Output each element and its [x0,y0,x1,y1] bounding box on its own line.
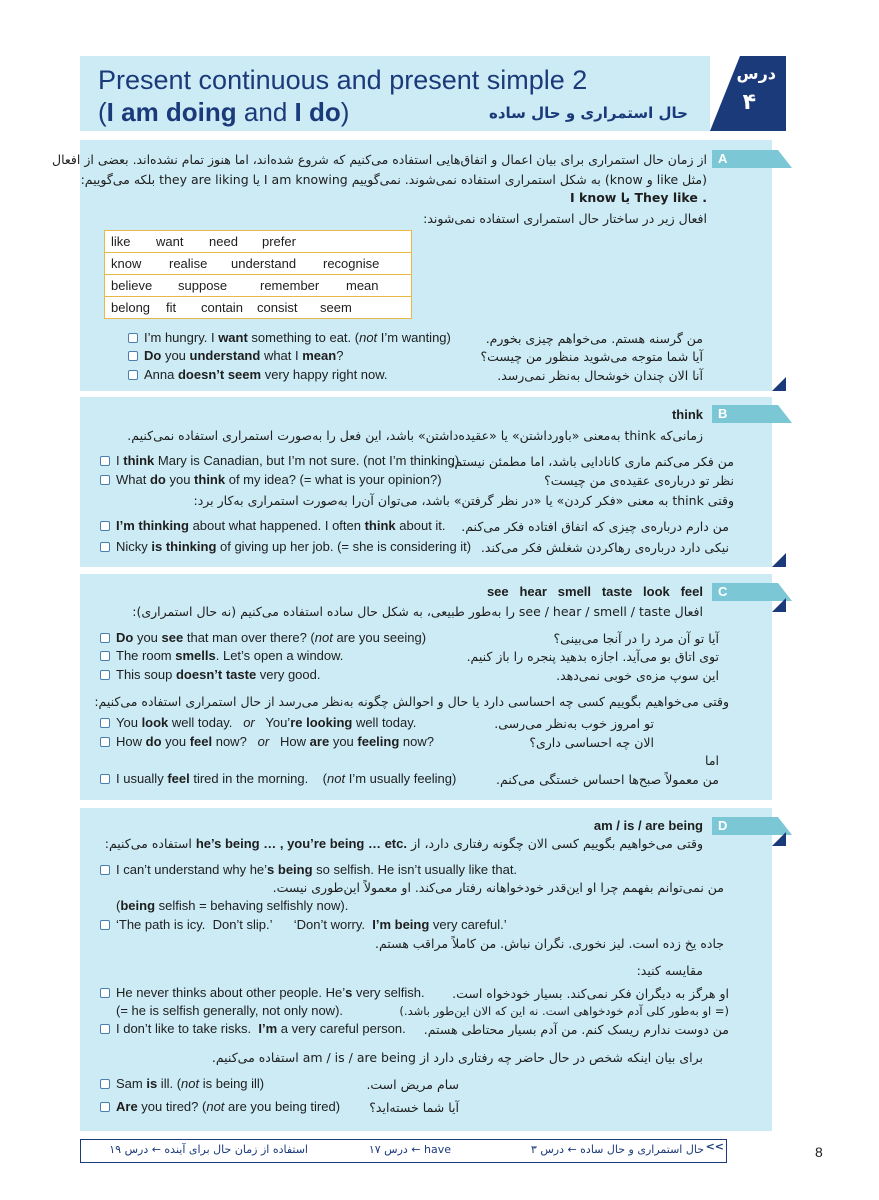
example-a-2-fa: آیا شما متوجه می‌شوید منظور من چیست؟ [480,349,703,364]
example-d-3: He never thinks about other people. He’s very selfish. [100,985,425,1000]
section-c-badge: C [712,583,778,601]
cross-reference-bar [80,1139,727,1163]
checkbox-icon [100,521,110,531]
checkbox-icon [100,651,110,661]
example-c-1-fa: آیا تو آن مرد را در آنجا می‌بینی؟ [553,631,719,646]
checkbox-icon [100,1079,110,1089]
section-d-para-1: وقتی می‌خواهیم بگوییم کسی الان چگونه رفتاری دارد، از he’s being … , you’re being … etc. استفاده می‌کنیم: [104,836,703,851]
checkbox-icon [100,1024,110,1034]
example-c-1: Do you see that man over there? (not are you seeing) [100,630,426,645]
checkbox-icon [128,333,138,343]
example-c-4: You look well today. or You’re looking well today. [100,715,416,730]
example-d-3-note-fa: (= او به‌طور کلی آدم خودخواهی است. نه این که الان این‌طور باشد.) [399,1004,729,1018]
example-d-3-note: (= he is selfish generally, not only now). [116,1003,344,1018]
example-c-6-fa: من معمولاً صبح‌ها احساس خستگی می‌کنم. [496,772,719,787]
section-a-para-1: از زمان حال استمراری برای بیان اعمال و اتفاق‌هایی استفاده می‌کنیم که شروع شده‌اند، اما هنوز تمام نشده‌اند. بعضی از افعال [52,152,707,167]
checkbox-icon [100,670,110,680]
checkbox-icon [100,1102,110,1112]
checkbox-icon [100,718,110,728]
example-c-6: I usually feel tired in the morning. (not I’m usually feeling) [100,771,456,786]
example-d-4-fa: من دوست ندارم ریسک کنم. من آدم بسیار محتاطی هستم. [423,1022,729,1037]
example-b-4: Nicky is thinking of giving up her job. (= she is considering it) [100,539,471,554]
double-chevron-icon: << [705,1140,724,1153]
example-c-2-fa: توی اتاق بو می‌آید. اجازه بدهید پنجره را باز کنیم. [466,649,719,664]
example-d-5: Sam is ill. (not is being ill) [100,1076,264,1091]
section-d-para-2: برای بیان اینکه شخص در حال حاضر چه رفتاری دارد از am / is / are being استفاده می‌کنیم. [211,1050,703,1065]
checkbox-icon [128,351,138,361]
section-c-amma: اما [705,753,719,768]
section-a-para-4: افعال زیر در ساختار حال استمراری استفاده نمی‌شوند: [423,211,707,226]
table-row: belong fit contain consist seem [111,300,352,315]
example-c-3: This soup doesn’t taste very good. [100,667,321,682]
checkbox-icon [100,920,110,930]
example-d-6-fa: آیا شما خسته‌اید؟ [369,1100,459,1115]
section-b-heading: think [671,407,703,422]
verb-table [104,230,412,319]
example-b-1: I think Mary is Canadian, but I’m not sure. (not I’m thinking) [100,453,459,468]
unit-label: درس [736,64,776,83]
example-b-3-fa: من دارم درباره‌ی چیزی که اتفاق افتاده فکر می‌کنم. [461,519,729,534]
section-a-para-3: . They like یا I know [570,190,707,205]
example-b-1-fa: من فکر می‌کنم ماری کانادایی باشد، اما مطمئن نیستم. [450,454,734,469]
section-b-corner [772,553,786,567]
example-c-4-fa: تو امروز خوب به‌نظر می‌رسی. [494,716,654,731]
example-b-2-fa: نظر تو درباره‌ی عقیده‌ی من چیست؟ [544,473,734,488]
example-d-1-note: (being selfish = behaving selfishly now). [116,898,349,913]
example-c-3-fa: این سوپ مزه‌ی خوبی نمی‌دهد. [556,668,719,683]
section-d-compare: مقایسه کنید: [636,963,703,978]
unit-badge [710,56,786,131]
section-d-heading: am / is / are being [593,818,703,833]
example-a-3-fa: آنا الان چندان خوشحال به‌نظر نمی‌رسد. [497,368,703,383]
example-a-2: Do you understand what I mean? [128,348,343,363]
checkbox-icon [100,865,110,875]
section-c-para-2: وقتی می‌خواهیم بگوییم کسی چه احساسی دارد یا حال و احوالش چگونه به‌نظر می‌رسد از حال استمراری استفاده می‌کنیم: [94,694,729,709]
example-d-1-fa: من نمی‌توانم بفهمم چرا او این‌قدر خودخواهانه رفتار می‌کند. او معمولاً این‌طوری نیست. [272,880,724,895]
section-b-badge: B [712,405,778,423]
checkbox-icon [100,475,110,485]
section-c-heading: see hear smell taste look feel [486,584,703,599]
section-c-para-1: افعال see / hear / smell / taste را به‌طور طبیعی، به شکل حال ساده استفاده می‌کنیم (نه حال استمراری): [132,604,703,619]
example-d-4: I don’t like to take risks. I’m a very careful person. [100,1021,406,1036]
crossref-unit-3[interactable]: حال استمراری و حال ساده ← درس ۳ [530,1143,704,1156]
section-a-para-2: (مثل like و know) به شکل استمراری استفاده نمی‌شوند. نمی‌گوییم I am knowing یا they are liking بلکه می‌گوییم: [80,172,707,187]
checkbox-icon [100,633,110,643]
example-d-3-fa: او هرگز به دیگران فکر نمی‌کند. بسیار خودخواه است. [452,986,729,1001]
table-row: know realise understand recognise [105,253,411,275]
example-a-3: Anna doesn’t seem very happy right now. [128,367,388,382]
section-c-corner [772,598,786,612]
checkbox-icon [100,988,110,998]
page-subtitle: حال استمراری و حال ساده [489,104,688,122]
example-c-5: How do you feel now? or How are you feeling now? [100,734,434,749]
example-d-5-fa: سام مریض است. [366,1077,459,1092]
section-b-para-2: وقتی think به معنی «فکر کردن» یا «در نظر گرفتن» باشد، می‌توان آن‌را به‌صورت استمراری به‌کار برد: [193,493,734,508]
checkbox-icon [100,774,110,784]
crossref-unit-19[interactable]: استفاده از زمان حال برای آینده ← درس ۱۹ [109,1143,308,1156]
section-d-badge: D [712,817,778,835]
crossref-unit-17[interactable]: have ← درس ۱۷ [368,1143,451,1156]
section-b-para-1: زمانی‌که think به‌معنی «باورداشتن» یا «عقیده‌داشتن» باشد، این فعل را به‌صورت استمراری استفاده نمی‌کنیم. [127,428,703,443]
example-a-1-fa: من گرسنه هستم. می‌خواهم چیزی بخورم. [485,331,703,346]
section-a-corner [772,377,786,391]
example-b-2: What do you think of my idea? (= what is your opinion?) [100,472,442,487]
checkbox-icon [128,370,138,380]
example-b-3: I’m thinking about what happened. I often think about it. [100,518,446,533]
page-number: 8 [815,1144,823,1160]
example-a-1: I’m hungry. I want something to eat. (not I’m wanting) [128,330,451,345]
example-c-2: The room smells. Let’s open a window. [100,648,343,663]
section-a-badge: A [712,150,778,168]
example-b-4-fa: نیکی دارد درباره‌ی رهاکردن شغلش فکر می‌کند. [480,540,729,555]
section-d-corner [772,832,786,846]
checkbox-icon [100,737,110,747]
example-c-5-fa: الان چه احساسی داری؟ [529,735,654,750]
example-d-2: ‘The path is icy. Don’t slip.’ ‘Don’t worry. I’m being very careful.’ [100,917,507,932]
unit-number: ۴ [742,90,756,115]
checkbox-icon [100,456,110,466]
table-row: like want need prefer [105,231,411,253]
page-title: Present continuous and present simple 2 (I am doing and I do) [98,65,588,127]
checkbox-icon [100,542,110,552]
example-d-2-fa: جاده یخ زده است. لیز نخوری. نگران نباش. من کاملاً مراقب هستم. [375,936,724,951]
example-d-1: I can’t understand why he’s being so selfish. He isn’t usually like that. [100,862,517,877]
example-d-6: Are you tired? (not are you being tired) [100,1099,340,1114]
table-row: believe suppose remember mean [105,275,411,297]
